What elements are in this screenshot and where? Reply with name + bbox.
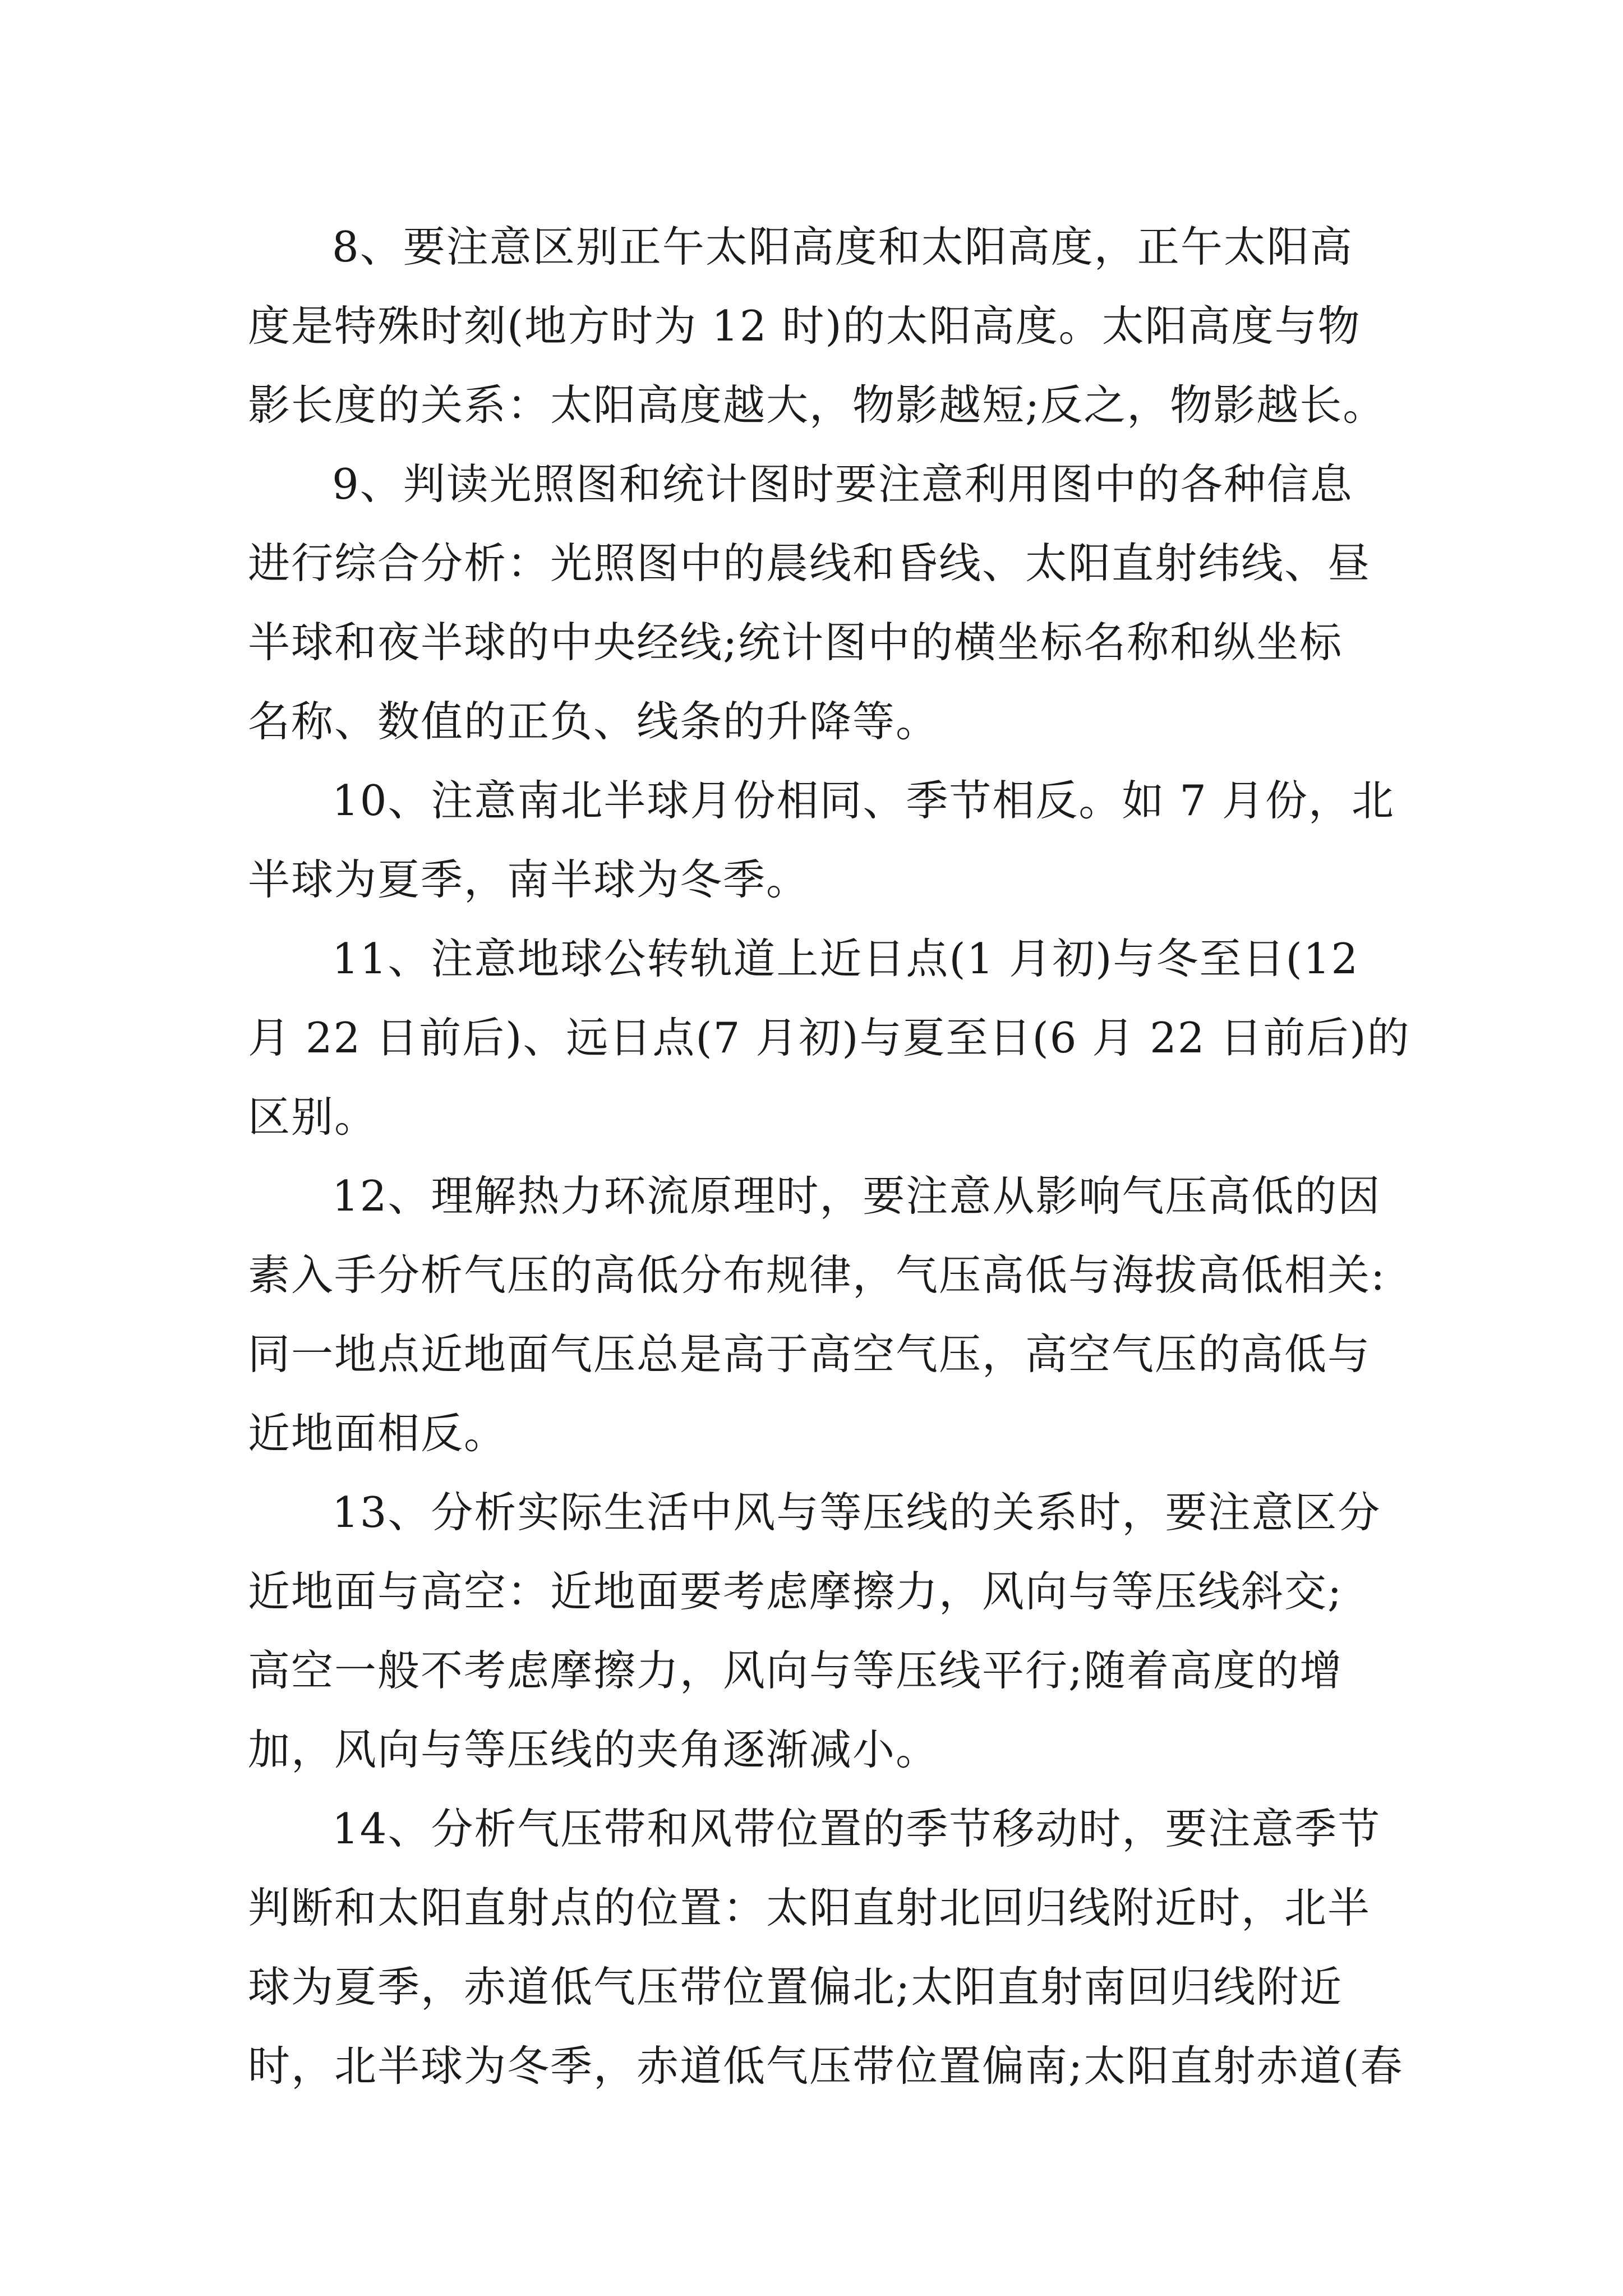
text-line: 同一地点近地面气压总是高于高空气压，高空气压的高低与 <box>248 1329 1371 1379</box>
paragraph-8 <box>248 208 1386 445</box>
text-line: 13、分析实际生活中风与等压线的关系时，要注意区分 <box>332 1488 1381 1537</box>
text-line: 判断和太阳直射点的位置：太阳直射北回归线附近时，北半 <box>248 1883 1371 1932</box>
paragraph-10 <box>248 761 1395 919</box>
text-line: 球为夏季，赤道低气压带位置偏北;太阳直射南回归线附近 <box>248 1962 1343 2012</box>
text-line: 半球为夏季，南半球为冬季。 <box>248 855 810 904</box>
text-line: 12、理解热力环流原理时，要注意从影响气压高低的因 <box>332 1171 1381 1221</box>
text-line: 半球和夜半球的中央经线;统计图中的横坐标名称和纵坐标 <box>248 618 1343 667</box>
paragraph-11 <box>248 919 1410 1157</box>
document-body <box>248 208 1410 2106</box>
text-line: 近地面与高空：近地面要考虑摩擦力，风向与等压线斜交; <box>248 1567 1343 1616</box>
text-line: 素入手分析气压的高低分布规律，气压高低与海拔高低相关: <box>248 1250 1386 1300</box>
text-line: 8、要注意区别正午太阳高度和太阳高度，正午太阳高 <box>332 222 1353 272</box>
text-line: 加，风向与等压线的夹角逐渐减小。 <box>248 1725 939 1774</box>
text-line: 影长度的关系：太阳高度越大，物影越短;反之，物影越长。 <box>248 380 1386 430</box>
paragraph-9 <box>248 445 1381 761</box>
text-line: 名称、数值的正负、线条的升降等。 <box>248 697 939 746</box>
text-line: 11、注意地球公转轨道上近日点(1 月初)与冬至日(12 <box>332 934 1359 983</box>
text-line: 月 22 日前后)、远日点(7 月初)与夏至日(6 月 22 日前后)的 <box>248 1013 1410 1062</box>
paragraph-14 <box>248 1789 1404 2106</box>
paragraph-12 <box>248 1157 1386 1473</box>
text-line: 10、注意南北半球月份相同、季节相反。如 7 月份，北 <box>332 776 1395 825</box>
text-line: 区别。 <box>248 1092 378 1142</box>
text-line: 时，北半球为冬季，赤道低气压带位置偏南;太阳直射赤道(春 <box>248 2041 1404 2091</box>
paragraph-13 <box>248 1473 1381 1789</box>
text-line: 度是特殊时刻(地方时为 12 时)的太阳高度。太阳高度与物 <box>248 301 1361 351</box>
text-line: 9、判读光照图和统计图时要注意利用图中的各种信息 <box>332 459 1353 509</box>
text-line: 高空一般不考虑摩擦力，风向与等压线平行;随着高度的增 <box>248 1646 1343 1695</box>
text-line: 进行综合分析：光照图中的晨线和昏线、太阳直射纬线、昼 <box>248 539 1371 588</box>
text-line: 近地面相反。 <box>248 1409 508 1458</box>
text-line: 14、分析气压带和风带位置的季节移动时，要注意季节 <box>332 1804 1381 1853</box>
